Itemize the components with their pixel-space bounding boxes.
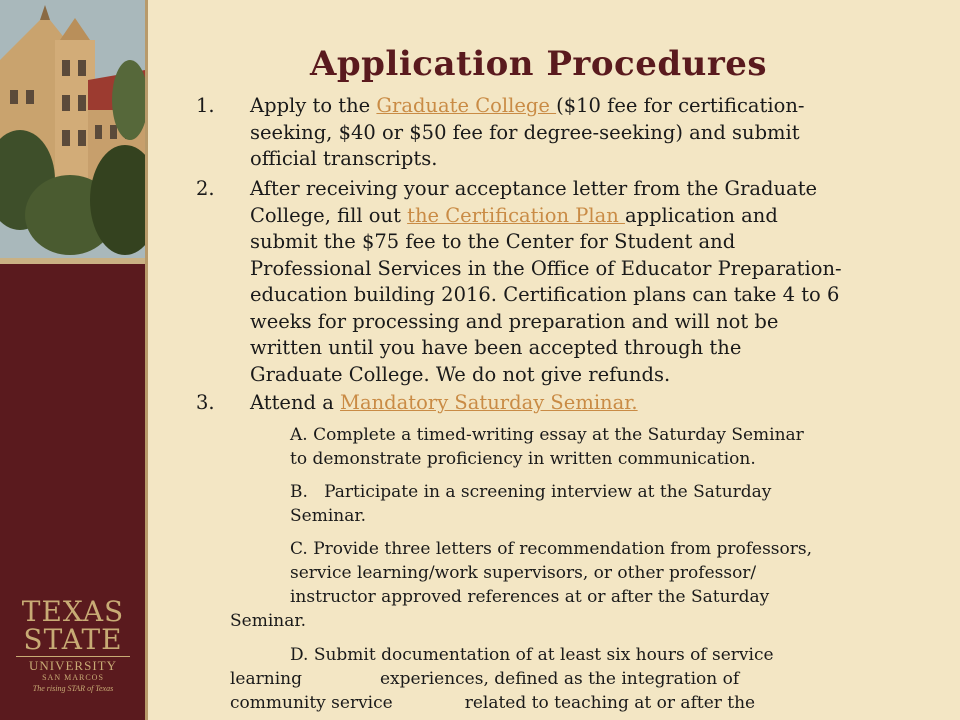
step-1-number: 1. (196, 94, 215, 117)
substep-d-line-1: D. Submit documentation of at least six hours of service (290, 645, 774, 665)
substep-b (230, 480, 870, 528)
logo-tagline: The rising STAR of Texas (32, 684, 114, 693)
step-2-line-7: written until you have been accepted through the (250, 336, 742, 359)
substep-b-line-2: Seminar. (290, 506, 367, 526)
step-2-line-1: After receiving your acceptance letter from the Graduate (250, 177, 818, 200)
substep-a (230, 423, 870, 471)
step-2-number: 2. (196, 177, 215, 200)
slide-title: Application Procedures (310, 44, 768, 84)
step-3-text (250, 390, 940, 417)
substep-d-line-3b: related to teaching at or after the (464, 693, 756, 713)
step-1-line-2: seeking, $40 or $50 fee for degree-seeking) and submit (250, 120, 800, 144)
substep-d-line-2 (230, 667, 870, 691)
substep-d-line-3 (230, 691, 870, 715)
step-1-prefix: Apply to the (250, 94, 377, 117)
substep-c-line-4: Seminar. (230, 611, 307, 631)
substep-d-line-2a: learning (230, 669, 302, 689)
step-2-line-5: education building 2016. Certification plans can take 4 to 6 (250, 283, 840, 306)
substep-a-line-2: to demonstrate proficiency in written communication. (290, 449, 756, 469)
step-3-number: 3. (196, 391, 215, 414)
step-2-line-4: Professional Services in the Office of Educator Preparation- (250, 256, 842, 280)
saturday-seminar-link[interactable]: Mandatory Saturday Seminar. (340, 391, 638, 414)
step-2-line-8: Graduate College. We do not give refunds. (250, 362, 671, 386)
logo-line-campus: SAN MARCOS (42, 673, 104, 682)
logo-line-university: UNIVERSITY (29, 658, 117, 673)
step-1-text (250, 93, 940, 173)
step-2-line-6: weeks for processing and preparation and will not be (250, 309, 779, 333)
graduate-college-link[interactable]: Graduate College (376, 94, 557, 117)
substep-c (230, 537, 870, 633)
step-3-prefix: Attend a (250, 391, 341, 414)
substep-a-line-1: A. Complete a timed-writing essay at the Saturday Seminar (290, 425, 804, 445)
step-2-line-3: submit the $75 fee to the Center for Student and (250, 230, 736, 253)
substep-c-line-3: instructor approved references at or after the Saturday (290, 587, 770, 607)
substep-d-line-2b: experiences, defined as the integration of (379, 669, 740, 689)
step-1-line-1: ($10 fee for certification- (556, 94, 805, 117)
logo-line-state: STATE (23, 623, 123, 656)
certification-plan-link[interactable]: the Certification Plan (407, 203, 625, 227)
step-1-line-3: official transcripts. (250, 147, 438, 170)
step-2-text (250, 176, 940, 388)
substep-d (230, 643, 870, 715)
logo-line-texas: TEXAS (21, 595, 125, 628)
step-2-line-2-suffix: application and (624, 203, 778, 227)
substep-d-line-3a: community service (230, 693, 393, 713)
substep-b-line-1: B. Participate in a screening interview at the Saturday (290, 482, 772, 502)
step-2-line-2-prefix: College, fill out (250, 203, 408, 227)
substep-c-line-1: C. Provide three letters of recommendation from professors, (290, 539, 813, 559)
substep-c-line-2: service learning/work supervisors, or other professor/ (290, 563, 757, 583)
